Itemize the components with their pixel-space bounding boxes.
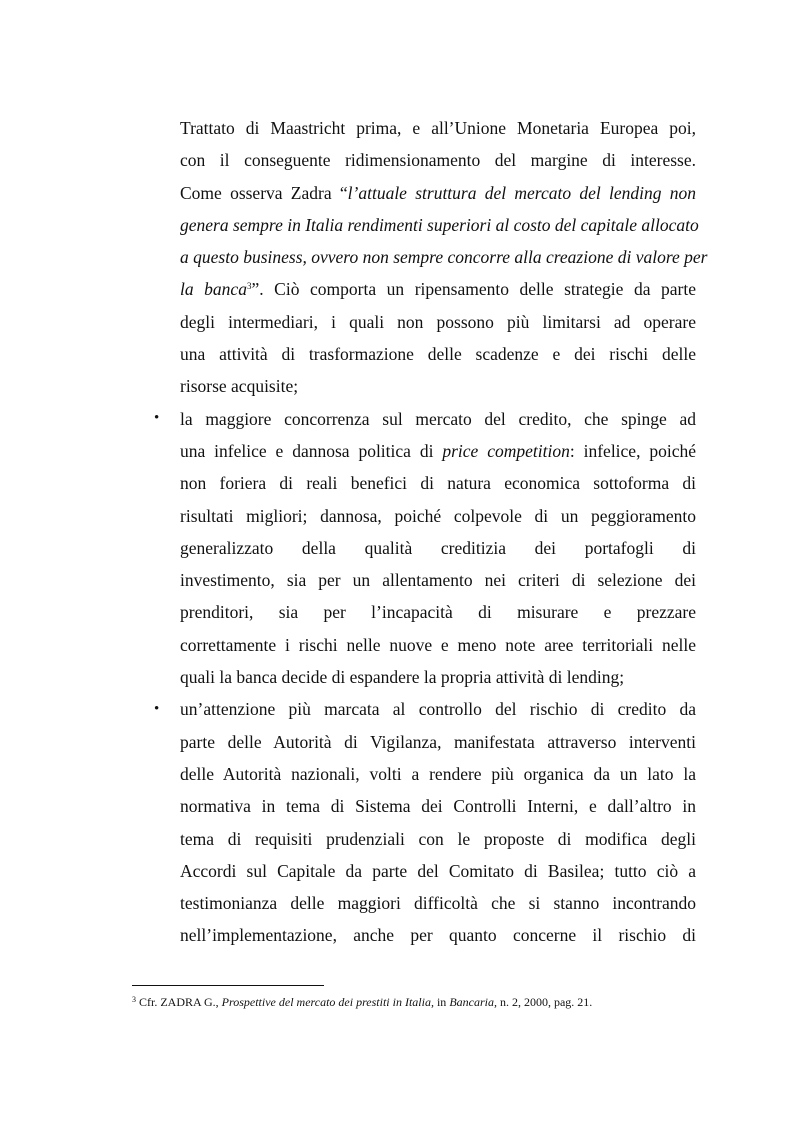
footnote-text: Cfr. ZADRA G., (136, 995, 222, 1009)
quotation-italic: a questo business, ovvero non sempre concorre alla creazione di valore per (180, 247, 708, 268)
text-line: parte delle Autorità di Vigilanza, manifestata attraverso interventi (180, 731, 696, 752)
text-line: normativa in tema di Sistema dei Controlli Interni, e dall’altro in (180, 796, 696, 817)
text-line: quali la banca decide di espandere la propria attività di lending; (180, 667, 625, 688)
text-line: risorse acquisite; (180, 376, 299, 397)
footnote-text: n. 2, 2000, pag. 21. (496, 995, 593, 1009)
text-line: con il conseguente ridimensionamento del margine di interesse. (180, 150, 696, 171)
text-run: una infelice e dannosa politica di (180, 440, 443, 461)
text-line: la maggiore concorrenza sul mercato del credito, che spinge ad (180, 408, 696, 429)
footnote-title: Prospettive del mercato dei prestiti in Italia, (221, 995, 434, 1009)
text-line: investimento, sia per un allentamento nei criteri di selezione dei (180, 570, 696, 591)
text-run: : infelice, poiché (569, 440, 696, 461)
text-line (180, 209, 699, 241)
text-line: degli intermediari, i quali non possono più limitarsi ad operare (180, 311, 696, 332)
footnote-separator (132, 985, 324, 986)
text-line: una attività di trasformazione delle scadenze e dei rischi delle (180, 344, 696, 365)
text-line: Accordi sul Capitale da parte del Comitato di Basilea; tutto ciò a (180, 860, 696, 881)
text-line: delle Autorità nazionali, volti a rendere più organica da un lato la (180, 763, 696, 784)
text-line: un’attenzione più marcata al controllo del rischio di credito da (180, 699, 696, 720)
footnote-reference[interactable]: 3 (246, 281, 252, 292)
body-text (180, 112, 708, 952)
bullet-point: • (154, 701, 160, 717)
quotation-italic: genera sempre in Italia rendimenti superiori al costo del capitale allocato (180, 214, 699, 235)
footnote (132, 994, 732, 1010)
text-line: nell’implementazione, anche per quanto concerne il rischio di (180, 925, 696, 946)
text-line: testimonianza delle maggiori difficoltà che si stanno incontrando (180, 893, 696, 914)
text-line (180, 177, 696, 209)
text-line: Trattato di Maastricht prima, e all’Unione Monetaria Europea poi, (180, 118, 696, 138)
text-run: ”. Ciò comporta un ripensamento delle strategie da parte (251, 279, 696, 300)
text-run: Come osserva Zadra “ (180, 182, 348, 203)
footnote-text: in (433, 995, 450, 1009)
text-line: generalizzato della qualità creditizia dei portafogli di (180, 537, 696, 558)
quotation-italic: la banca (180, 279, 247, 300)
bullet-point: • (154, 410, 160, 426)
term-italic: price competition (442, 440, 570, 461)
text-line (180, 273, 696, 305)
text-line: correttamente i rischi nelle nuove e meno note aree territoriali nelle (180, 634, 696, 655)
text-line (180, 241, 708, 273)
text-line: non foriera di reali benefici di natura economica sottoforma di (180, 473, 696, 494)
text-line (180, 435, 696, 467)
text-line: risultati migliori; dannosa, poiché colpevole di un peggioramento (180, 505, 696, 526)
quotation-italic: l’attuale struttura del mercato del lending non (347, 182, 696, 203)
footnote-journal: Bancaria, (449, 995, 497, 1009)
footnote-number: 3 (132, 995, 136, 1004)
text-line: prenditori, sia per l’incapacità di misurare e prezzare (180, 602, 696, 623)
text-line: tema di requisiti prudenziali con le proposte di modifica degli (180, 828, 696, 849)
